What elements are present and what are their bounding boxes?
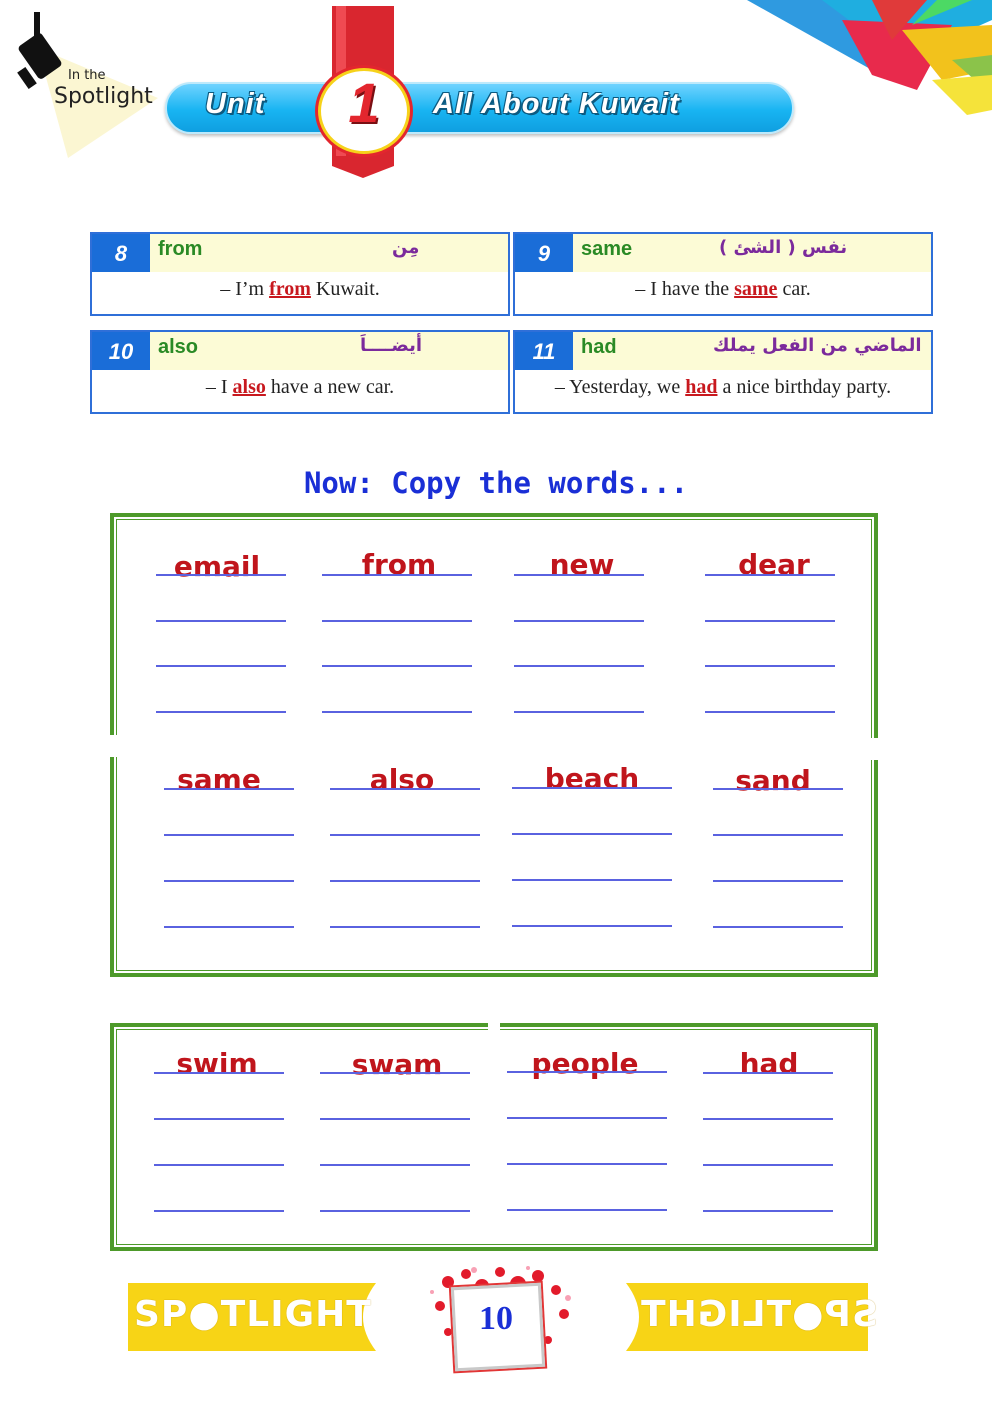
vocab-word: had: [581, 336, 617, 358]
writing-line[interactable]: [322, 665, 472, 667]
copy-heading: Now: Copy the words...: [303, 466, 689, 500]
copy-word: sand: [735, 764, 811, 797]
writing-line[interactable]: [703, 1164, 833, 1166]
sentence-keyword: same: [734, 278, 778, 300]
vocab-number: 10: [92, 332, 150, 370]
writing-line[interactable]: [512, 925, 672, 927]
vocab-number: 11: [515, 332, 573, 370]
writing-line[interactable]: [507, 1071, 667, 1073]
writing-line[interactable]: [713, 880, 843, 882]
vocab-number: 8: [92, 234, 150, 272]
sentence-text: – Yesterday, we: [554, 376, 686, 398]
unit-title: All About Kuwait: [433, 88, 680, 120]
writing-line[interactable]: [320, 1210, 470, 1212]
writing-line[interactable]: [330, 834, 480, 836]
vocab-card-9: [513, 232, 933, 316]
vocab-sentence: [92, 376, 508, 399]
writing-line[interactable]: [156, 620, 286, 622]
vocab-arabic: أيضــــاَ: [360, 335, 423, 356]
writing-line[interactable]: [322, 574, 472, 576]
vocab-card-8: [90, 232, 510, 316]
sentence-text: a nice birthday party.: [717, 376, 892, 398]
frame-gap: [488, 1018, 500, 1032]
copy-word: email: [173, 550, 261, 583]
writing-line[interactable]: [512, 833, 672, 835]
writing-line[interactable]: [703, 1118, 833, 1120]
sentence-text: – I: [205, 376, 233, 398]
spotlight-logo: [8, 8, 158, 158]
footer-spotlight-right: SP●TLIGHT: [640, 1294, 878, 1335]
sentence-keyword: also: [232, 376, 266, 398]
writing-line[interactable]: [705, 620, 835, 622]
writing-line[interactable]: [154, 1072, 284, 1074]
logo-in-the: In the: [68, 68, 106, 83]
vocab-number: 9: [515, 234, 573, 272]
writing-line[interactable]: [703, 1210, 833, 1212]
writing-line[interactable]: [164, 880, 294, 882]
writing-line[interactable]: [713, 788, 843, 790]
writing-line[interactable]: [164, 926, 294, 928]
footer-spotlight-left: SP●TLIGHT: [134, 1294, 372, 1335]
writing-line[interactable]: [512, 787, 672, 789]
sentence-keyword: from: [269, 278, 311, 300]
copy-word: from: [361, 548, 437, 581]
writing-line[interactable]: [154, 1164, 284, 1166]
vocab-arabic: نفس ( الشئ ): [719, 237, 848, 258]
writing-line[interactable]: [713, 834, 843, 836]
writing-line[interactable]: [156, 665, 286, 667]
writing-line[interactable]: [320, 1164, 470, 1166]
unit-label: Unit: [205, 88, 266, 120]
vocab-arabic: مِن: [392, 237, 420, 258]
vocab-word: same: [581, 238, 633, 260]
writing-line[interactable]: [507, 1163, 667, 1165]
vocab-card-11: [513, 330, 933, 414]
page-number: 10: [479, 1300, 513, 1337]
writing-line[interactable]: [507, 1117, 667, 1119]
writing-line[interactable]: [164, 834, 294, 836]
writing-line[interactable]: [322, 620, 472, 622]
writing-line[interactable]: [705, 665, 835, 667]
vocab-card-10: [90, 330, 510, 414]
copy-word: beach: [544, 762, 640, 795]
writing-line[interactable]: [164, 788, 294, 790]
writing-line[interactable]: [703, 1072, 833, 1074]
vocab-word: also: [158, 336, 199, 358]
copy-word: new: [549, 548, 615, 581]
sentence-keyword: had: [685, 376, 718, 398]
copy-word: swam: [351, 1048, 443, 1081]
sentence-text: – I’m: [220, 278, 270, 300]
writing-line[interactable]: [330, 880, 480, 882]
writing-line[interactable]: [154, 1118, 284, 1120]
copy-word: people: [531, 1047, 639, 1080]
writing-line[interactable]: [322, 711, 472, 713]
copy-word: same: [177, 763, 261, 796]
vocab-header: [573, 234, 931, 272]
frame-gap: [108, 735, 124, 757]
copy-word: had: [739, 1047, 799, 1080]
writing-line[interactable]: [514, 711, 644, 713]
copy-word: swim: [176, 1047, 258, 1080]
writing-line[interactable]: [320, 1072, 470, 1074]
sentence-text: car.: [777, 278, 811, 300]
writing-line[interactable]: [512, 879, 672, 881]
writing-line[interactable]: [705, 574, 835, 576]
vocab-sentence: [515, 376, 931, 399]
vocab-sentence: [515, 278, 931, 301]
copy-word: also: [369, 763, 435, 796]
vocab-header: [573, 332, 931, 370]
writing-line[interactable]: [713, 926, 843, 928]
writing-line[interactable]: [514, 574, 644, 576]
writing-line[interactable]: [514, 665, 644, 667]
vocab-arabic: الماضي من الفعل يملك: [713, 335, 922, 356]
writing-line[interactable]: [330, 926, 480, 928]
vocab-header: [150, 234, 508, 272]
writing-line[interactable]: [705, 711, 835, 713]
vocab-sentence: [92, 278, 508, 301]
frame-gap: [862, 738, 882, 760]
sentence-text: have a new car.: [265, 376, 395, 398]
sentence-text: – I have the: [635, 278, 735, 300]
vocab-word: from: [158, 238, 203, 260]
vocab-header: [150, 332, 508, 370]
writing-line[interactable]: [320, 1118, 470, 1120]
writing-line[interactable]: [330, 788, 480, 790]
logo-spotlight: Spotlight: [54, 84, 153, 109]
unit-number: 1: [348, 71, 380, 134]
sentence-text: Kuwait.: [310, 278, 380, 300]
writing-line[interactable]: [156, 574, 286, 576]
writing-line[interactable]: [154, 1210, 284, 1212]
writing-line[interactable]: [156, 711, 286, 713]
copy-word: dear: [738, 548, 810, 581]
writing-line[interactable]: [507, 1209, 667, 1211]
writing-line[interactable]: [514, 620, 644, 622]
